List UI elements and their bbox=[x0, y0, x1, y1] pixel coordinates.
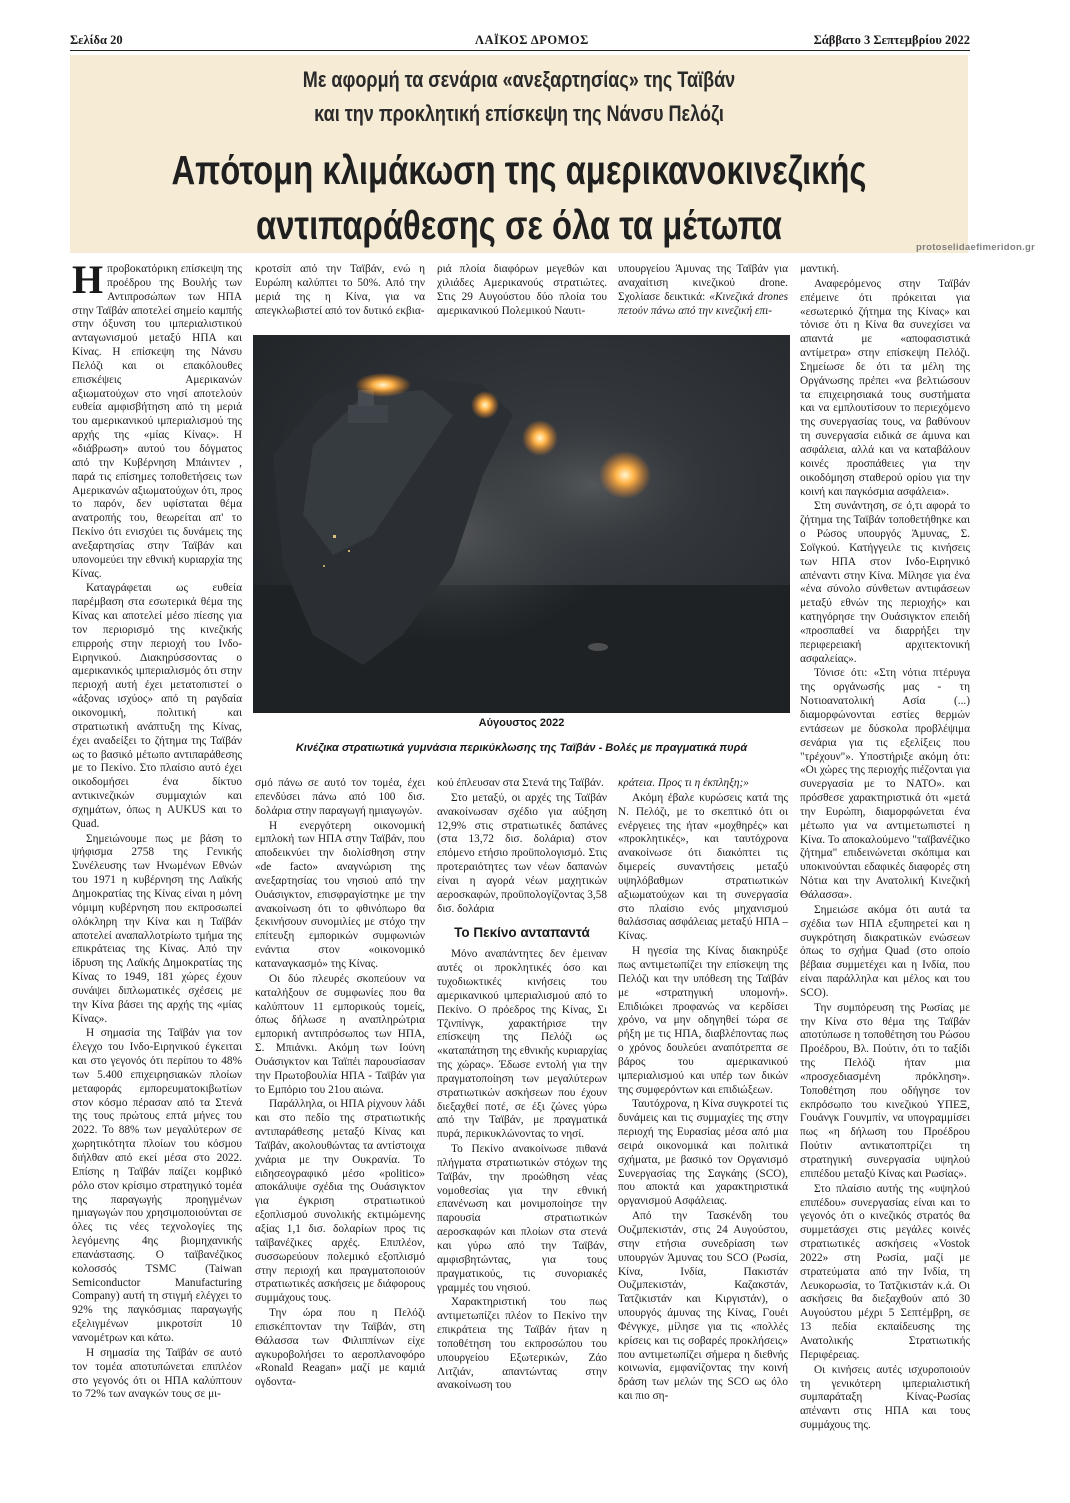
article-column-3-top bbox=[437, 263, 607, 321]
issue-date: Σάββατο 3 Σεπτεμβρίου 2022 bbox=[813, 33, 970, 47]
paragraph: Τόνισε ότι: «Στη νότια πτέρυγα της οργάνωσής μας - τη Νοτιοανατολική Ασία (...) διαμορφώνονται εστίες θερμών εντάσεων με δύσκολα προβλέψιμα σενάρια για τις εξελίξεις που "τρέχουν"». Υποστήριξε ακόμη ότι: «Οι χώρες της περιοχής πιέζονται για συνεργασία με το ΝΑΤΟ». και πρόσθεσε χαρακτηριστικά ότι «μετά την Ευρώπη, διαμορφώνεται ένα μέτωπο για να αντιμετωπιστεί η Κίνα. Το αποκαλούμενο "ταϊβανέζικο ζήτημα" επιδεινώνεται σκόπιμα και υποκινούνται εδαφικές διαφορές στη Νότια και την Ανατολική Κινεζική Θάλασσα». bbox=[800, 667, 970, 901]
paragraph: Αναφερόμενος στην Ταϊβάν επέμεινε ότι πρόκειται για «εσωτερικό ζήτημα της Κίνας» και τόνισε ότι η Κίνα θα συνεχίσει να απαντά με «αποφασιστικά αντίμετρα» στην επίσκεψη Πελόζι. Σημείωσε δε ότι τα μέλη της Οργάνωσης πρέπει «να βελτιώσουν τα επιχειρησιακά τους συστήματα και να εμπλουτίσουν το περιεχόμενο της συνεργασίας τους, να βαθύνουν τη συνεργασία ειδικά σε άμυνα και ασφάλεια, αλλά και να καταβάλουν κοινές προσπάθειες για την οικοδόμηση σταθερού ορίου για την κοινή και παγκόσμια ασφάλεια». bbox=[800, 277, 970, 498]
photo-caption-date: Αύγουστος 2022 bbox=[478, 717, 565, 729]
paragraph: Χαρακτηριστική του πως αντιμετωπίζει πλέον το Πεκίνο την επικράτεια της Ταϊβάν ήταν η τοποθέτηση του εκπροσώπου του υπουργείου Εξωτερικών, Ζάο Λιτζιάν, απαντώντας στην ανακοίνωση του bbox=[437, 1296, 607, 1392]
paragraph: Η σημασία της Ταϊβάν για τον έλεγχο του Ινδο-Ειρηνικού έγκειται και στο γεγονός ότι περίπου το 48% των 5.400 επιχειρησιακών πλοίων μεταφοράς εμπορευματοκιβωτίων στον κόσμο πέρασαν από τα Στενά της τους πρώτους επτά μήνες του 2022. Το 88% των μεγαλύτερων σε χωρητικότητα πλοίων του κόσμου διήλθαν από εκεί μέσα στο 2022. Επίσης η Ταϊβάν παίζει κομβικό ρόλο στον κρίσιμο στρατηγικό τομέα της παραγωγής προηγμένων ημιαγωγών που χρησιμοποιούνται σε όλες τις νέες τεχνολογίες της λεγόμενης 4ης βιομηχανικής επανάστασης. Ο ταϊβανέζικος κολοσσός TSMC (Taiwan Semiconductor Manufacturing Company) αυτή τη στιγμή ελέγχει το 92% της παγκόσμιας παραγωγής εξελιγμένων μικροτσίπ 10 νανομέτρων και κάτω. bbox=[72, 1027, 242, 1344]
paragraph: Η ηγεσία της Κίνας διακηρύξε πως αντιμετωπίζει την επίσκεψη της Πελόζι και την υπόθεση της Ταϊβάν με «στρατηγική υπομονή». Επιδιώκει προφανώς να κερδίσει χρόνο, να μην οδηγηθεί τώρα σε ρήξη με τις ΗΠΑ, διαβλέποντας πως ο χρόνος δουλεύει αναπότρεπτα σε βάρος του αμερικανικού ιμπεριαλισμού και υπέρ των δικών της συμφερόντων και επιδιώξεων. bbox=[618, 945, 788, 1096]
paragraph: Οι δύο πλευρές σκοπεύουν να καταλήξουν σε συμφωνίες που θα καλύπτουν 11 εμπορικούς τομείς, όπως δήλωσε η αναπληρώτρια εμπορική αντιπρόσωπος των ΗΠΑ, Σ. Μπιάνκι. Ακόμη των Ιούνη Ουάσιγκτον και Ταϊπέι παρουσίασαν την Πρωτοβουλία ΗΠΑ - Ταϊβάν για το Εμπόριο του 21ου αιώνα. bbox=[255, 972, 425, 1096]
paragraph: Στο πλαίσιο αυτής της «υψηλού επιπέδου» συνεργασίας είναι και το γεγονός ότι ο κινεζικός στρατός θα συμμετάσχει στις μεγάλες κοινές στρατιωτικές ασκήσεις «Vostok 2022» στη Ρωσία, μαζί με στρατεύματα από την Ινδία, τη Λευκορωσία, το Τατζικιστάν κ.ά. Οι ασκήσεις θα διεξαχθούν από 30 Αυγούστου μέχρι 5 Σεπτέμβρη, σε 13 πεδία εκπαίδευσης της Ανατολικής Στρατιωτικής Περιφέρειας. bbox=[800, 1182, 970, 1361]
paragraph: Το Πεκίνο ανακοίνωσε πιθανά πλήγματα στρατιωτικών στόχων της Ταϊβάν, την προώθηση νέας νομοθεσίας για την εθνική επανένωση και μονιμοποίησε την παρουσία στρατιωτικών αεροσκαφών και πλοίων στα στενά και γύρω από την Ταϊβάν, αμφισβητώντας, για τους πραγματικούς, τις συνοριακές γραμμές του νησιού. bbox=[437, 1143, 607, 1294]
headline-line-1: Απότομη κλιμάκωση της αμερικανοκινεζικής bbox=[171, 147, 867, 193]
paragraph: Μόνο αναπάντητες δεν έμειναν αυτές οι προκλητικές όσο και τυχοδιωκτικές κινήσεις του αμερικανικού ιμπεριαλισμού από το Πεκίνο. Ο πρόεδρος της Κίνας, Σι Τζινπίνγκ, χαρακτήρισε την επίσκεψη της Πελόζι ως «καταπάτηση της εθνικής κυριαρχίας της χώρας». Έδωσε εντολή για την πραγματοποίηση των μεγαλύτερων στρατιωτικών ασκήσεων που έχουν διεξαχθεί ποτέ, σε έξι ζώνες γύρω από την Ταϊβάν, με πραγματικά πυρά, περικυκλώνοντας το νησί. bbox=[437, 948, 607, 1141]
paragraph: Ακόμη έβαλε κυρώσεις κατά της Ν. Πελόζι, με το σκεπτικό ότι οι ενέργειες της ήταν «μοχθηρές» και «προκλητικές», και ταυτόχρονα ανακοίνωσε ότι διακόπτει τις διμερείς συναντήσεις μεταξύ υψηλόβαθμων στρατιωτικών αξιωματούχων και τη συνεργασία στο πλαίσιο ενός μηχανισμού θαλάσσιας ασφάλειας μεταξύ ΗΠΑ – Κίνας. bbox=[618, 791, 788, 943]
article-column-3-bottom bbox=[437, 777, 607, 1397]
photo-caption: Κινέζικα στρατιωτικά γυμνάσια περικύκλωσης της Ταϊβάν - Βολές με πραγματικά πυρά bbox=[295, 742, 748, 754]
paragraph: Στο μεταξύ, οι αρχές της Ταϊβάν ανακοίνωσαν σχέδιο για αύξηση 12,9% στις στρατιωτικές δαπάνες (στα 13,72 δισ. δολάρια) στον επόμενο ετήσιο προϋπολογισμό. Στις προτεραιότητες των νέων δαπανών είναι η αγορά νέων μαχητικών αεροσκαφών, προϋπολογίζοντας 3,58 δισ. δολάρια bbox=[437, 791, 607, 915]
paragraph: Την ώρα που η Πελόζι επισκέπτονταν την Ταϊβάν, στη Θάλασσα των Φιλιππίνων είχε αγκυροβολήσει το αεροπλανοφόρο «Ronald Reagan» μαζί με καμιά ογδοντα- bbox=[255, 1307, 425, 1389]
article-photo bbox=[253, 335, 790, 713]
headline-box bbox=[70, 55, 968, 253]
article-column-4-bottom bbox=[618, 777, 788, 1403]
article-column-1 bbox=[72, 257, 242, 1401]
paragraph: Την συμπόρευση της Ρωσίας με την Κίνα στο θέμα της Ταϊβάν αποτύπωσε η τοποθέτηση του Ρώσου Προέδρου, Βλ. Πούτιν, ότι το ταξίδι της Πελόζι ήταν μια «προσχεδιασμένη πρόκληση». Τοποθέτηση που οδήγησε τον εκπρόσωπο του κινεζικού ΥΠΕΞ, Γουάνγκ Γουνμπίν, να υπογραμμίσει πως «η δήλωση του Προέδρου Πούτιν αντικατοπτρίζει τη στρατηγική συνεργασία υψηλού επιπέδου μεταξύ Κίνας και Ρωσίας». bbox=[800, 1001, 970, 1180]
paragraph: μαντική. bbox=[800, 263, 840, 275]
paragraph: Από την Τασκένδη του Ουζμπεκιστάν, στις 24 Αυγούστου, στην ετήσια συνεδρίαση των υπουργών Άμυνας του SCO (Ρωσία, Κίνα, Ινδία, Πακιστάν Ουζμπεκιστάν, Καζακστάν, Τατζικιστάν και Κιργιστάν), ο υπουργός άμυνας της Κίνας, Γουέι Φένγκχε, μίλησε για τις «πολλές κρίσεις και τις σοβαρές προκλήσεις» που αντιμετωπίζει σήμερα η διεθνής κοινωνία, εμφανίζοντας την κοινή δράση των μελών της SCO ως όλο και πιο ση- bbox=[618, 1210, 788, 1403]
paragraph: κροτσίπ από την Ταϊβάν, ενώ η Ευρώπη καλύπτει το 50%. Από την μεριά της η Κίνα, για να απεγκλωβιστεί από τον δυτικό εκβια- bbox=[255, 263, 425, 317]
kicker-line-2: και την προκλητική επίσκεψη της Νάνσυ Πελόζι bbox=[314, 101, 724, 126]
watermark: protoselidaefimeridon.gr bbox=[916, 242, 1036, 253]
article-column-4-top bbox=[618, 263, 788, 321]
paragraph: Η σημασία της Ταϊβάν σε αυτό τον τομέα αποτυπώνεται επιπλέον στο γεγονός ότι οι ΗΠΑ καλύπτουν το 72% των αναγκών τους σε μι- bbox=[72, 1346, 242, 1401]
paragraph: Ταυτόχρονα, η Κίνα συγκροτεί τις δυνάμεις και τις συμμαχίες της στην περιοχή της Ευρασίας μέσα από μια σειρά οικονομικά και πολιτικά σχήματα, με βασικό τον Οργανισμό Συνεργασίας της Σαγκάης (SCO), που αποκτά και χαρακτηριστικά οργανισμού Ασφάλειας. bbox=[618, 1098, 788, 1208]
kicker-line-1: Με αφορμή τα σενάρια «ανεξαρτησίας» της Ταϊβάν bbox=[302, 67, 736, 92]
newspaper-name: ΛΑΪΚΟΣ ΔΡΟΜΟΣ bbox=[475, 33, 589, 47]
paragraph: Σημειώνουμε πως με βάση το ψήφισμα 2758 της Γενικής Συνέλευσης των Ηνωμένων Εθνών του 1971 η κυβέρνηση της Λαϊκής Δημοκρατίας της Κίνας είναι η μόνη νόμιμη κυβέρνηση που εκπροσωπεί ολόκληρη την Κίνα και η Ταϊβάν αποτελεί αναπαλλοτρίωτο τμήμα της επικράτειας της Κίνας. Από την ίδρυση της Λαϊκής Δημοκρατίας της Κίνας το 1949, 181 χώρες έχουν συνάψει διπλωματικές σχέσεις με την Κίνα βάσει της αρχής της «μίας Κίνας». bbox=[72, 832, 242, 1025]
paragraph: κού έπλευσαν στα Στενά της Ταϊβάν. bbox=[437, 777, 604, 789]
headline-line-2: αντιπαράθεσης σε όλα τα μέτωπα bbox=[256, 202, 782, 248]
page-header bbox=[70, 30, 970, 52]
paragraph: Στη συνάντηση, σε ό,τι αφορά το ζήτημα της Ταϊβάν τοποθετήθηκε και ο Ρώσος υπουργός Άμυνας, Σ. Σοϊγκού. Κατήγγειλε τις κινήσεις των ΗΠΑ στον Ινδο-Ειρηνικό απέναντι στην Κίνα. Μίλησε για ένα «ένα σύνολο σύνθετων αντιφάσεων μεταξύ εθνών της περιοχής» και κατηγόρησε την Ουάσιγκτον επειδή «προσπαθεί να διαρρήξει την περιφερειακή αρχιτεκτονική ασφαλείας». bbox=[800, 500, 970, 665]
header-rule bbox=[70, 50, 970, 51]
warship-firing-image bbox=[253, 335, 790, 713]
paragraph: Παράλληλα, οι ΗΠΑ ρίχνουν λάδι και στο πεδίο της στρατιωτικής αντιπαράθεσης μεταξύ Κίνας και Ταϊβάν, ακολουθώντας τα αντίστοιχα χνάρια με την Ουκρανία. Το ειδησεογραφικό μέσο «politico» αποκάλυψε σχέδια της Ουάσιγκτον για έγκριση στρατιωτικού εξοπλισμού συνολικής εκτιμώμενης αξίας 1,1 δισ. δολαρίων προς τις ταϊβανέζικες αρχές. Επιπλέον, συσσωρεύουν πολεμικό εξοπλισμό στην περιοχή και πραγματοποιούν στρατιωτικές ασκήσεις με διάφορους συμμάχους τους. bbox=[255, 1098, 425, 1305]
paragraph: Σημειώσε ακόμα ότι αυτά τα σχέδια των ΗΠΑ εξυπηρετεί και η συγκρότηση διακρατικών ενώσεων όπως το σχήμα Quad (στο οποίο βέβαια συμμετέχει και η Ινδία, που είναι παράλληλα και μέλος και του SCO). bbox=[800, 903, 970, 999]
article-column-5 bbox=[800, 263, 970, 1432]
paragraph: υπουργείου Άμυνας της Ταϊβάν για αναχαίτιση κινεζικού drone. Σχολίασε δεικτικά: «Κινεζικά drones πετούν πάνω από την κινεζική επι- bbox=[618, 263, 788, 317]
article-column-2-bottom bbox=[255, 777, 425, 1397]
paragraph: κράτεια. Προς τι η έκπληξη;» bbox=[618, 777, 749, 789]
paragraph: Καταγράφεται ως ευθεία παρέμβαση στα εσωτερικά θέμα της Κίνας και αποτελεί μέσο πίεσης για τον περιορισμό της κινεζικής επιρροής στην περιοχή του Ινδο-Ειρηνικού. Διακηρύσσοντας ο αμερικανικός ιμπεριαλισμός ότι στην περιοχή αυτή έχει μετατοπιστεί ο «άξονας ισχύος» από τη ραγδαία οικονομική, πολιτική και στρατιωτική ανάπτυξη της Κίνας, έχει αναδείξει το ζήτημα της Ταϊβάν ως το βασικό μέτωπο αντιπαράθεσης με το Πεκίνο. Στο πλαίσιο αυτό έχει οικοδομήσει ένα δίκτυο αντικινεζικών συμμαχιών και σχημάτων, όπως η AUKUS και το Quad. bbox=[72, 582, 242, 830]
paragraph: Οι κινήσεις αυτές ισχυροποιούν τη γενικότερη ιμπεριαλιστική συμπαράταξη Κίνας-Ρωσίας απέναντι στις ΗΠΑ και τους συμμάχους της. bbox=[800, 1363, 970, 1432]
paragraph: σμό πάνω σε αυτό τον τομέα, έχει επενδύσει πάνω από 100 δισ. δολάρια στην παραγωγή ημιαγωγών. bbox=[255, 777, 425, 817]
section-subheading: Το Πεκίνο ανταπαντά bbox=[454, 925, 590, 941]
paragraph: Ηπροβοκατόρικη επίσκεψη της προέδρου της Βουλής των Αντιπροσώπων των ΗΠΑ στην Ταϊβάν αποτελεί σημείο καμπής στην όξυνση του ιμπεριαλιστικού ανταγωνισμού μεταξύ ΗΠΑ και Κίνας. Η επίσκεψη της Νάνσυ Πελόζι και οι επακόλουθες επισκέψεις Αμερικανών αξιωματούχων στο νησί αποτελούν ευθεία αμφισβήτηση από τη μεριά του αμερικανικού ιμπεριαλισμού της αρχής της «μίας Κίνας». Η «διάβρωση» αυτού του δόγματος από την Κυβέρνηση Μπάιντεν , παρά τις επίσημες τοποθετήσεις των Αμερικανών αξιωματούχων ότι, προς το παρόν, δεν υφίσταται θέμα ανατροπής του, θεωρείται απ' το Πεκίνο ότι ενισχύει τις δυνάμεις της ανεξαρτησίας στην Ταϊβάν και υπονομεύει την εθνική κυριαρχία της Κίνας. bbox=[72, 257, 242, 580]
article-column-2-top bbox=[255, 263, 425, 321]
dropcap: Η bbox=[72, 257, 104, 302]
paragraph: ριά πλοία διαφόρων μεγεθών και χιλιάδες Αμερικανούς στρατιώτες. Στις 29 Αυγούστου δύο πλοία του αμερικανικού Πολεμικού Ναυτι- bbox=[437, 263, 607, 317]
page-number: Σελίδα 20 bbox=[70, 33, 123, 47]
paragraph: Η ενεργότερη οικονομική εμπλοκή των ΗΠΑ στην Ταϊβάν, που αποδεικνύει την διολίσθηση στην «de facto» αναγνώριση της ανεξαρτησίας του νησιού από την Ουάσιγκτον, επισφραγίστηκε με την ανακοίνωση ότι το φθινόπωρο θα ξεκινήσουν συνομιλίες με στόχο την επίτευξη εμπορικών συμφωνιών ενάντια στον «οικονομικό καταναγκασμό» της Κίνας. bbox=[255, 819, 425, 970]
